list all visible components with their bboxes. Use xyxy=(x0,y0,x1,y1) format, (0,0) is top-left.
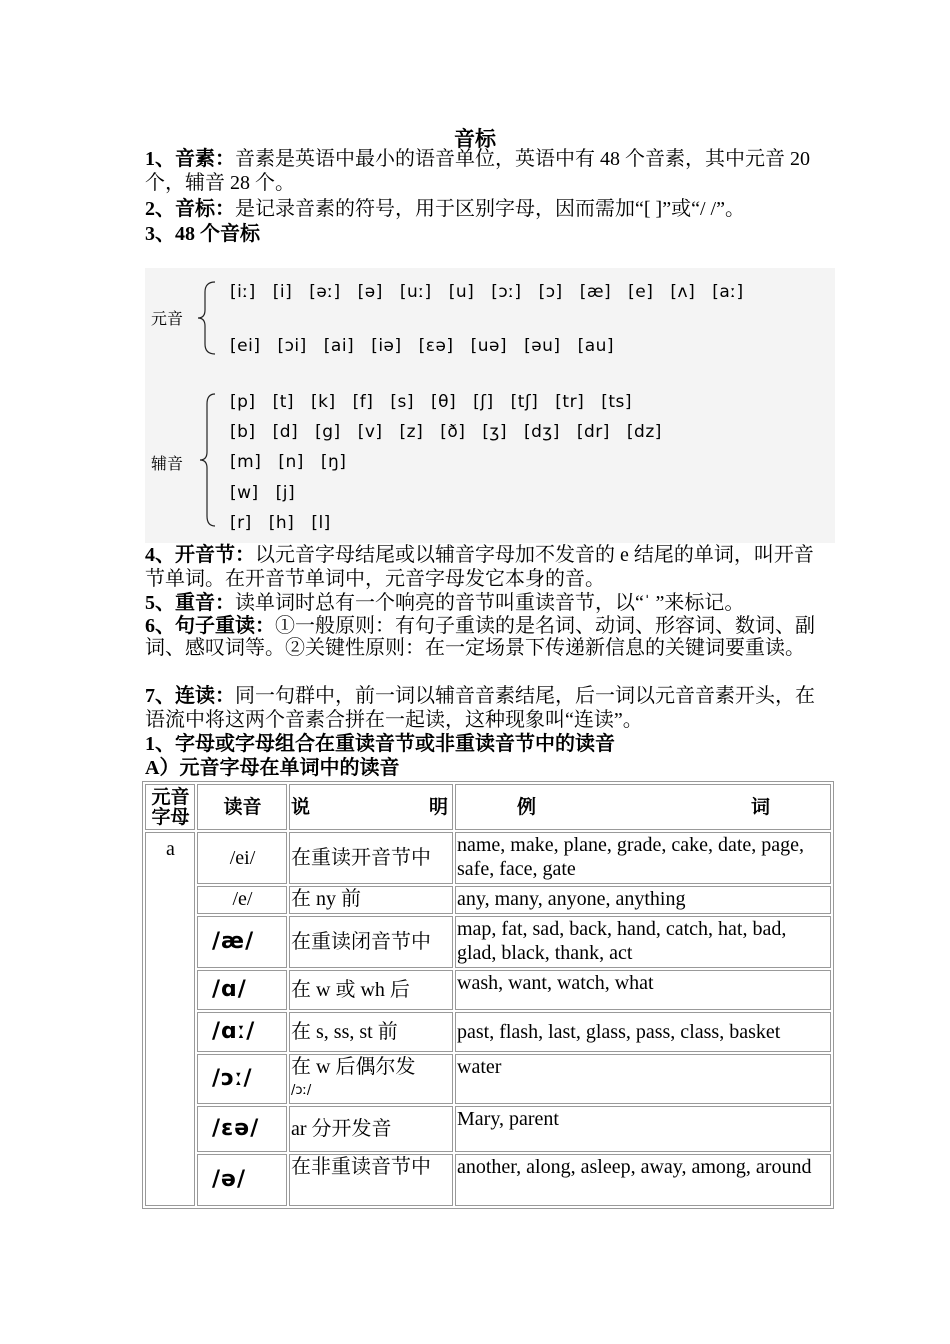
table-row xyxy=(145,832,831,884)
header-sound: 读音 xyxy=(197,784,287,830)
consonant-row-1 xyxy=(230,392,649,412)
sound-cell: /ei/ xyxy=(197,832,287,884)
table-row xyxy=(145,1154,831,1206)
explain-cell xyxy=(289,1054,453,1104)
letter-cell: a xyxy=(145,832,195,1206)
phoneme: [w] xyxy=(230,483,259,503)
paragraph-heading: 7、连读： xyxy=(145,685,235,707)
phoneme: [s] xyxy=(390,392,414,412)
phoneme: [ə] xyxy=(357,282,383,302)
consonant-row-3 xyxy=(230,452,363,472)
vowel-row-monophthongs xyxy=(230,282,761,302)
header-explain xyxy=(289,784,453,830)
vowel-letter-table xyxy=(142,781,834,1209)
table-row xyxy=(145,1106,831,1152)
phoneme: [ʃ] xyxy=(473,392,494,412)
vowel-label: 元音 xyxy=(151,309,184,328)
phoneme: [ts] xyxy=(601,392,633,412)
examples-cell: another, along, asleep, away, among, around xyxy=(455,1154,831,1206)
phoneme: [f] xyxy=(352,392,374,412)
paragraph-heading: 1、音素： xyxy=(145,148,235,170)
explain-cell: 在 s, ss, st 前 xyxy=(289,1012,453,1052)
phoneme: [ɔ] xyxy=(538,282,563,302)
examples-cell: wash, want, watch, what xyxy=(455,970,831,1010)
phoneme: [t] xyxy=(272,392,294,412)
paragraph-heading: 6、句子重读： xyxy=(145,615,275,637)
phoneme: [e] xyxy=(628,282,654,302)
consonant-row-5 xyxy=(230,513,348,533)
phoneme: [ʒ] xyxy=(482,422,507,442)
explain-cell: ar 分开发音 xyxy=(289,1106,453,1152)
phoneme: [ai] xyxy=(323,336,355,356)
phoneme: [i] xyxy=(272,282,293,302)
examples-cell: map, fat, sad, back, hand, catch, hat, bad, glad, black, thank, act xyxy=(455,916,831,968)
examples-cell: any, many, anyone, anything xyxy=(455,886,831,914)
phoneme: [r] xyxy=(230,513,252,533)
paragraph-text: 是记录音素的符号，用于区别字母，因而需加“[ ]”或“/ /”。 xyxy=(235,198,745,220)
paragraph-heading: 4、开音节： xyxy=(145,544,255,566)
phoneme: [tr] xyxy=(555,392,585,412)
sound-cell: /ɛə/ xyxy=(197,1106,287,1152)
header-example-b: 词 xyxy=(750,796,770,818)
phoneme: [ei] xyxy=(230,336,261,356)
consonant-label: 辅音 xyxy=(151,454,184,473)
phoneme: [dr] xyxy=(576,422,610,442)
phoneme: [æ] xyxy=(579,282,612,302)
paragraph-open-syllable xyxy=(145,543,825,591)
table-row xyxy=(145,886,831,914)
phoneme: [b] xyxy=(230,422,256,442)
table-row xyxy=(145,916,831,968)
paragraph-sentence-stress xyxy=(145,615,825,659)
paragraph-heading: 2、音标： xyxy=(145,198,235,220)
vowel-brace-icon xyxy=(195,280,219,356)
paragraph-text: 以元音字母结尾或以辅音字母加不发音的 e 结尾的单词，叫开音节单词。在开音节单词中，元音字母发它本身的音。 xyxy=(145,544,814,590)
phoneme: [p] xyxy=(230,392,256,412)
phoneme: [tʃ] xyxy=(510,392,539,412)
examples-cell: water xyxy=(455,1054,831,1104)
paragraph-liaison xyxy=(145,684,825,732)
consonant-row-4 xyxy=(230,483,312,503)
phonetic-chart xyxy=(145,268,835,543)
explain-text: 在 w 后偶尔发 xyxy=(291,1056,416,1078)
phoneme: [əː] xyxy=(309,282,341,302)
paragraph-stress xyxy=(145,591,825,615)
header-letter: 元音字母 xyxy=(145,784,195,830)
phoneme: [ʌ] xyxy=(670,282,696,302)
sound-cell: /æ/ xyxy=(197,916,287,968)
table-row xyxy=(145,1012,831,1052)
explain-subtext: /ɔː/ xyxy=(291,1083,312,1098)
phoneme: [m] xyxy=(230,452,262,472)
explain-cell: 在 w 或 wh 后 xyxy=(289,970,453,1010)
phoneme: [əu] xyxy=(524,336,561,356)
examples-cell: Mary, parent xyxy=(455,1106,831,1152)
phoneme: [j] xyxy=(275,483,296,503)
phoneme: [g] xyxy=(315,422,341,442)
sound-cell: /ə/ xyxy=(197,1154,287,1206)
phoneme: [uː] xyxy=(399,282,432,302)
phoneme: [au] xyxy=(577,336,615,356)
paragraph-phoneme xyxy=(145,147,825,195)
examples-cell: name, make, plane, grade, cake, date, page, safe, face, gate xyxy=(455,832,831,884)
title-char-2: 标 xyxy=(475,127,496,151)
phoneme: [h] xyxy=(268,513,295,533)
phoneme: [z] xyxy=(399,422,424,442)
subsection-heading: A）元音字母在单词中的读音 xyxy=(145,757,400,779)
explain-cell: 在 ny 前 xyxy=(289,886,453,914)
phoneme: [ɔː] xyxy=(491,282,522,302)
paragraph-text: ①一般原则：有句子重读的是名词、动词、形容词、数词、副词、感叹词等。②关键性原则：在一定场景下传递新信息的关键词要重读。 xyxy=(145,615,815,659)
title-char-1: 音 xyxy=(454,127,475,151)
sound-cell: /ɔː/ xyxy=(197,1054,287,1104)
phoneme: [l] xyxy=(311,513,331,533)
phoneme: [k] xyxy=(311,392,336,412)
table-header-row xyxy=(145,784,831,830)
vowel-row-diphthongs xyxy=(230,336,631,356)
explain-cell: 在非重读音节中 xyxy=(289,1154,453,1206)
phoneme: [n] xyxy=(278,452,304,472)
section-heading: 1、字母或字母组合在重读音节或非重读音节中的读音 xyxy=(145,733,615,755)
explain-cell: 在重读开音节中 xyxy=(289,832,453,884)
phoneme: [dz] xyxy=(626,422,662,442)
sound-cell: /ɑ/ xyxy=(197,970,287,1010)
phoneme: [v] xyxy=(357,422,383,442)
phoneme: [dʒ] xyxy=(523,422,560,442)
phoneme: [d] xyxy=(272,422,299,442)
phoneme: [uə] xyxy=(470,336,508,356)
examples-cell: past, flash, last, glass, pass, class, basket xyxy=(455,1012,831,1052)
paragraph-48-symbols-heading: 3、48 个音标 xyxy=(145,223,260,245)
phoneme: [iː] xyxy=(230,282,256,302)
sound-cell: /ɑː/ xyxy=(197,1012,287,1052)
phoneme: [u] xyxy=(448,282,475,302)
phoneme: [θ] xyxy=(430,392,457,412)
phoneme: [aː] xyxy=(712,282,744,302)
phoneme: [iə] xyxy=(371,336,402,356)
paragraph-text: 读单词时总有一个响亮的音节叫重读音节，以“ˈ ”来标记。 xyxy=(235,592,745,614)
header-example-a: 例 xyxy=(517,796,537,818)
paragraph-text: 同一句群中，前一词以辅音音素结尾，后一词以元音音素开头，在语流中将这两个音素合拼在一起读，这种现象叫“连读”。 xyxy=(145,685,815,731)
paragraph-phonetic-symbol xyxy=(145,197,825,221)
header-examples xyxy=(455,784,831,830)
consonant-row-2 xyxy=(230,422,679,442)
header-explain-b: 明 xyxy=(428,796,448,818)
phoneme: [ð] xyxy=(440,422,466,442)
paragraph-text: 音素是英语中最小的语音单位，英语中有 48 个音素，其中元音 20 个，辅音 28 个。 xyxy=(145,148,810,194)
phoneme: [ŋ] xyxy=(320,452,347,472)
phoneme: [ɛə] xyxy=(418,336,454,356)
table-row xyxy=(145,970,831,1010)
consonant-brace-icon xyxy=(197,392,219,528)
paragraph-heading: 5、重音： xyxy=(145,592,235,614)
phoneme: [ɔi] xyxy=(277,336,307,356)
table-row xyxy=(145,1054,831,1104)
explain-cell: 在重读闭音节中 xyxy=(289,916,453,968)
header-explain-a: 说 xyxy=(291,796,311,818)
sound-cell: /e/ xyxy=(197,886,287,914)
